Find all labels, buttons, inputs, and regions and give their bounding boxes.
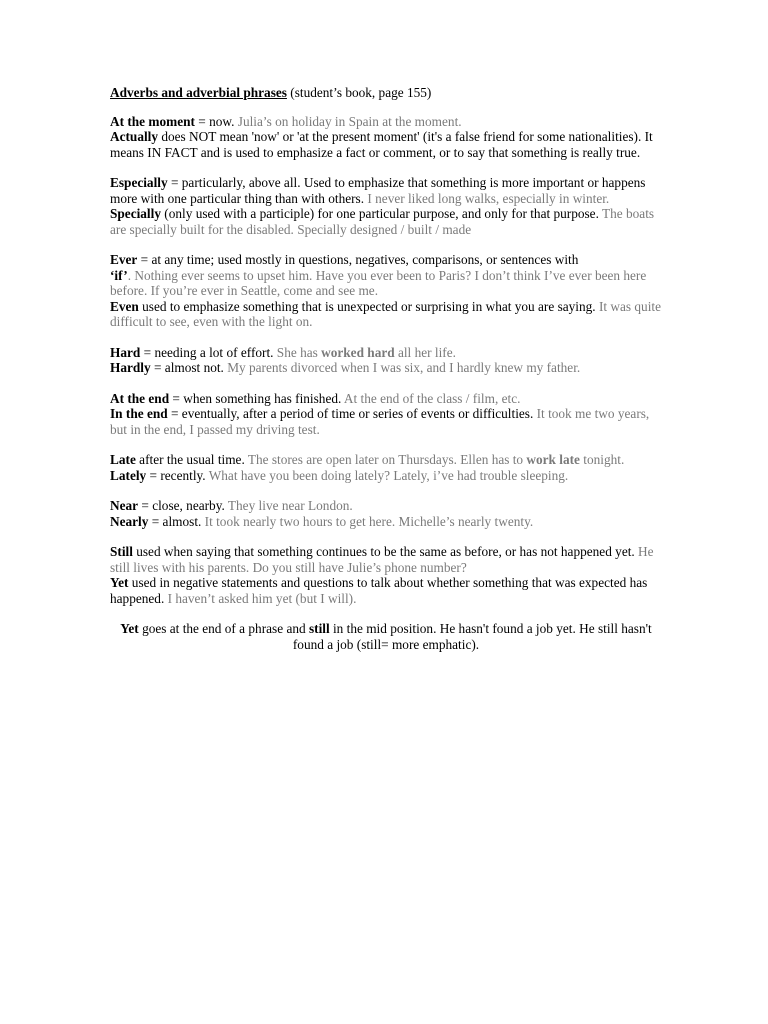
term-hardly: Hardly — [110, 360, 151, 375]
def-at-the-end: = when something has finished. — [169, 390, 342, 406]
def-specially: (only used with a participle) for one particular purpose, and only for that purpose. — [160, 206, 599, 221]
word-if: ‘if’ — [110, 267, 128, 283]
example-at-the-end: At the end of the class / film, etc. — [341, 390, 521, 406]
entry-ever-even — [110, 252, 662, 330]
def-near: = close, nearby. — [138, 498, 225, 513]
term-yet: Yet — [110, 575, 129, 590]
term-hard: Hard — [110, 344, 141, 360]
def-still: used when saying that something continues to be the same as before, or has not happened yet. — [132, 544, 635, 559]
def-actually: does NOT mean 'now' or 'at the present moment' (it's a false friend for some nationalities). It means IN FACT and is used to emphasize a fact or comment, or to say that something is really true. — [110, 129, 653, 160]
def-even: used to emphasize something that is unexpected or surprising in what you are saying. — [138, 298, 596, 314]
term-still: Still — [110, 544, 133, 559]
example-hard-part1: She has — [273, 344, 322, 360]
def-especially: = particularly, above all. Used to emphasize that something is more important or happens more with one particular thing than with others. — [110, 175, 646, 206]
term-specially: Specially — [110, 206, 161, 221]
example-lately: What have you been doing lately? Lately, i’ve had trouble sleeping. — [205, 467, 569, 483]
term-near: Near — [110, 498, 139, 513]
example-late-emphasis: work late — [526, 452, 580, 467]
def-at-the-moment: = now. — [194, 113, 235, 129]
term-at-the-moment: At the moment — [110, 113, 195, 129]
def-late: after the usual time. — [135, 452, 245, 467]
entry-hard-hardly — [110, 345, 662, 376]
entry-at-the-moment-actually — [110, 114, 662, 161]
entry-near-nearly — [110, 498, 662, 529]
example-yet: I haven’t asked him yet (but I will). — [164, 590, 357, 606]
def-ever: = at any time; used mostly in questions, negatives, comparisons, or sentences with — [137, 252, 579, 267]
term-late: Late — [110, 452, 136, 467]
def-hard: = needing a lot of effort. — [140, 344, 274, 360]
entry-at-the-end-in-the-end — [110, 391, 662, 438]
term-in-the-end: In the end — [110, 406, 168, 421]
example-especially: I never liked long walks, especially in winter. — [364, 190, 610, 206]
term-actually: Actually — [110, 129, 159, 144]
example-still: He still lives with his parents. Do you still have Julie’s phone number? — [110, 544, 654, 575]
example-late-part1: The stores are open later on Thursdays. Ellen has to — [244, 452, 527, 467]
document-title: Adverbs and adverbial phrases — [110, 85, 287, 100]
def-nearly: = almost. — [148, 513, 202, 529]
summary-yet: Yet — [120, 621, 139, 636]
example-in-the-end: It took me two years, but in the end, I passed my driving test. — [110, 406, 650, 437]
example-late-part2: tonight. — [579, 452, 625, 467]
example-hard-emphasis: worked hard — [321, 344, 395, 360]
term-ever: Ever — [110, 252, 138, 267]
summary-text-2: in the mid position. He hasn't found a job yet. He still hasn't found a job (still= more emphatic). — [292, 621, 652, 652]
document-page — [110, 85, 662, 667]
def-lately: = recently. — [146, 467, 206, 483]
def-yet: used in negative statements and questions to talk about whether something that was expected has happened. — [110, 575, 648, 606]
example-at-the-moment: Julia’s on holiday in Spain at the moment. — [234, 113, 462, 129]
summary-text-1: goes at the end of a phrase and — [138, 621, 309, 636]
title-reference: (student’s book, page 155) — [290, 85, 432, 100]
entry-late-lately — [110, 452, 662, 483]
term-nearly: Nearly — [110, 513, 149, 529]
entry-still-yet — [110, 544, 662, 606]
example-hardly: My parents divorced when I was six, and I hardly knew my father. — [223, 360, 581, 375]
summary-still: still — [308, 621, 330, 636]
term-especially: Especially — [110, 175, 168, 190]
summary-note — [110, 621, 662, 652]
example-near: They live near London. — [224, 498, 353, 513]
term-lately: Lately — [110, 467, 147, 483]
example-even: It was quite difficult to see, even with the light on. — [110, 298, 661, 329]
example-hard-part2: all her life. — [394, 344, 456, 360]
example-specially: The boats are specially built for the disabled. Specially designed / built / made — [110, 206, 655, 237]
def-hardly: = almost not. — [150, 360, 224, 375]
example-nearly: It took nearly two hours to get here. Michelle’s nearly twenty. — [201, 513, 534, 529]
entry-especially-specially — [110, 175, 662, 237]
term-at-the-end: At the end — [110, 390, 170, 406]
example-ever: . Nothing ever seems to upset him. Have you ever been to Paris? I don’t think I’ve ever been here before. If you’re ever in Seattle, come and see me. — [110, 267, 647, 298]
document-heading — [110, 85, 662, 101]
def-in-the-end: = eventually, after a period of time or series of events or difficulties. — [167, 406, 534, 421]
term-even: Even — [110, 298, 139, 314]
